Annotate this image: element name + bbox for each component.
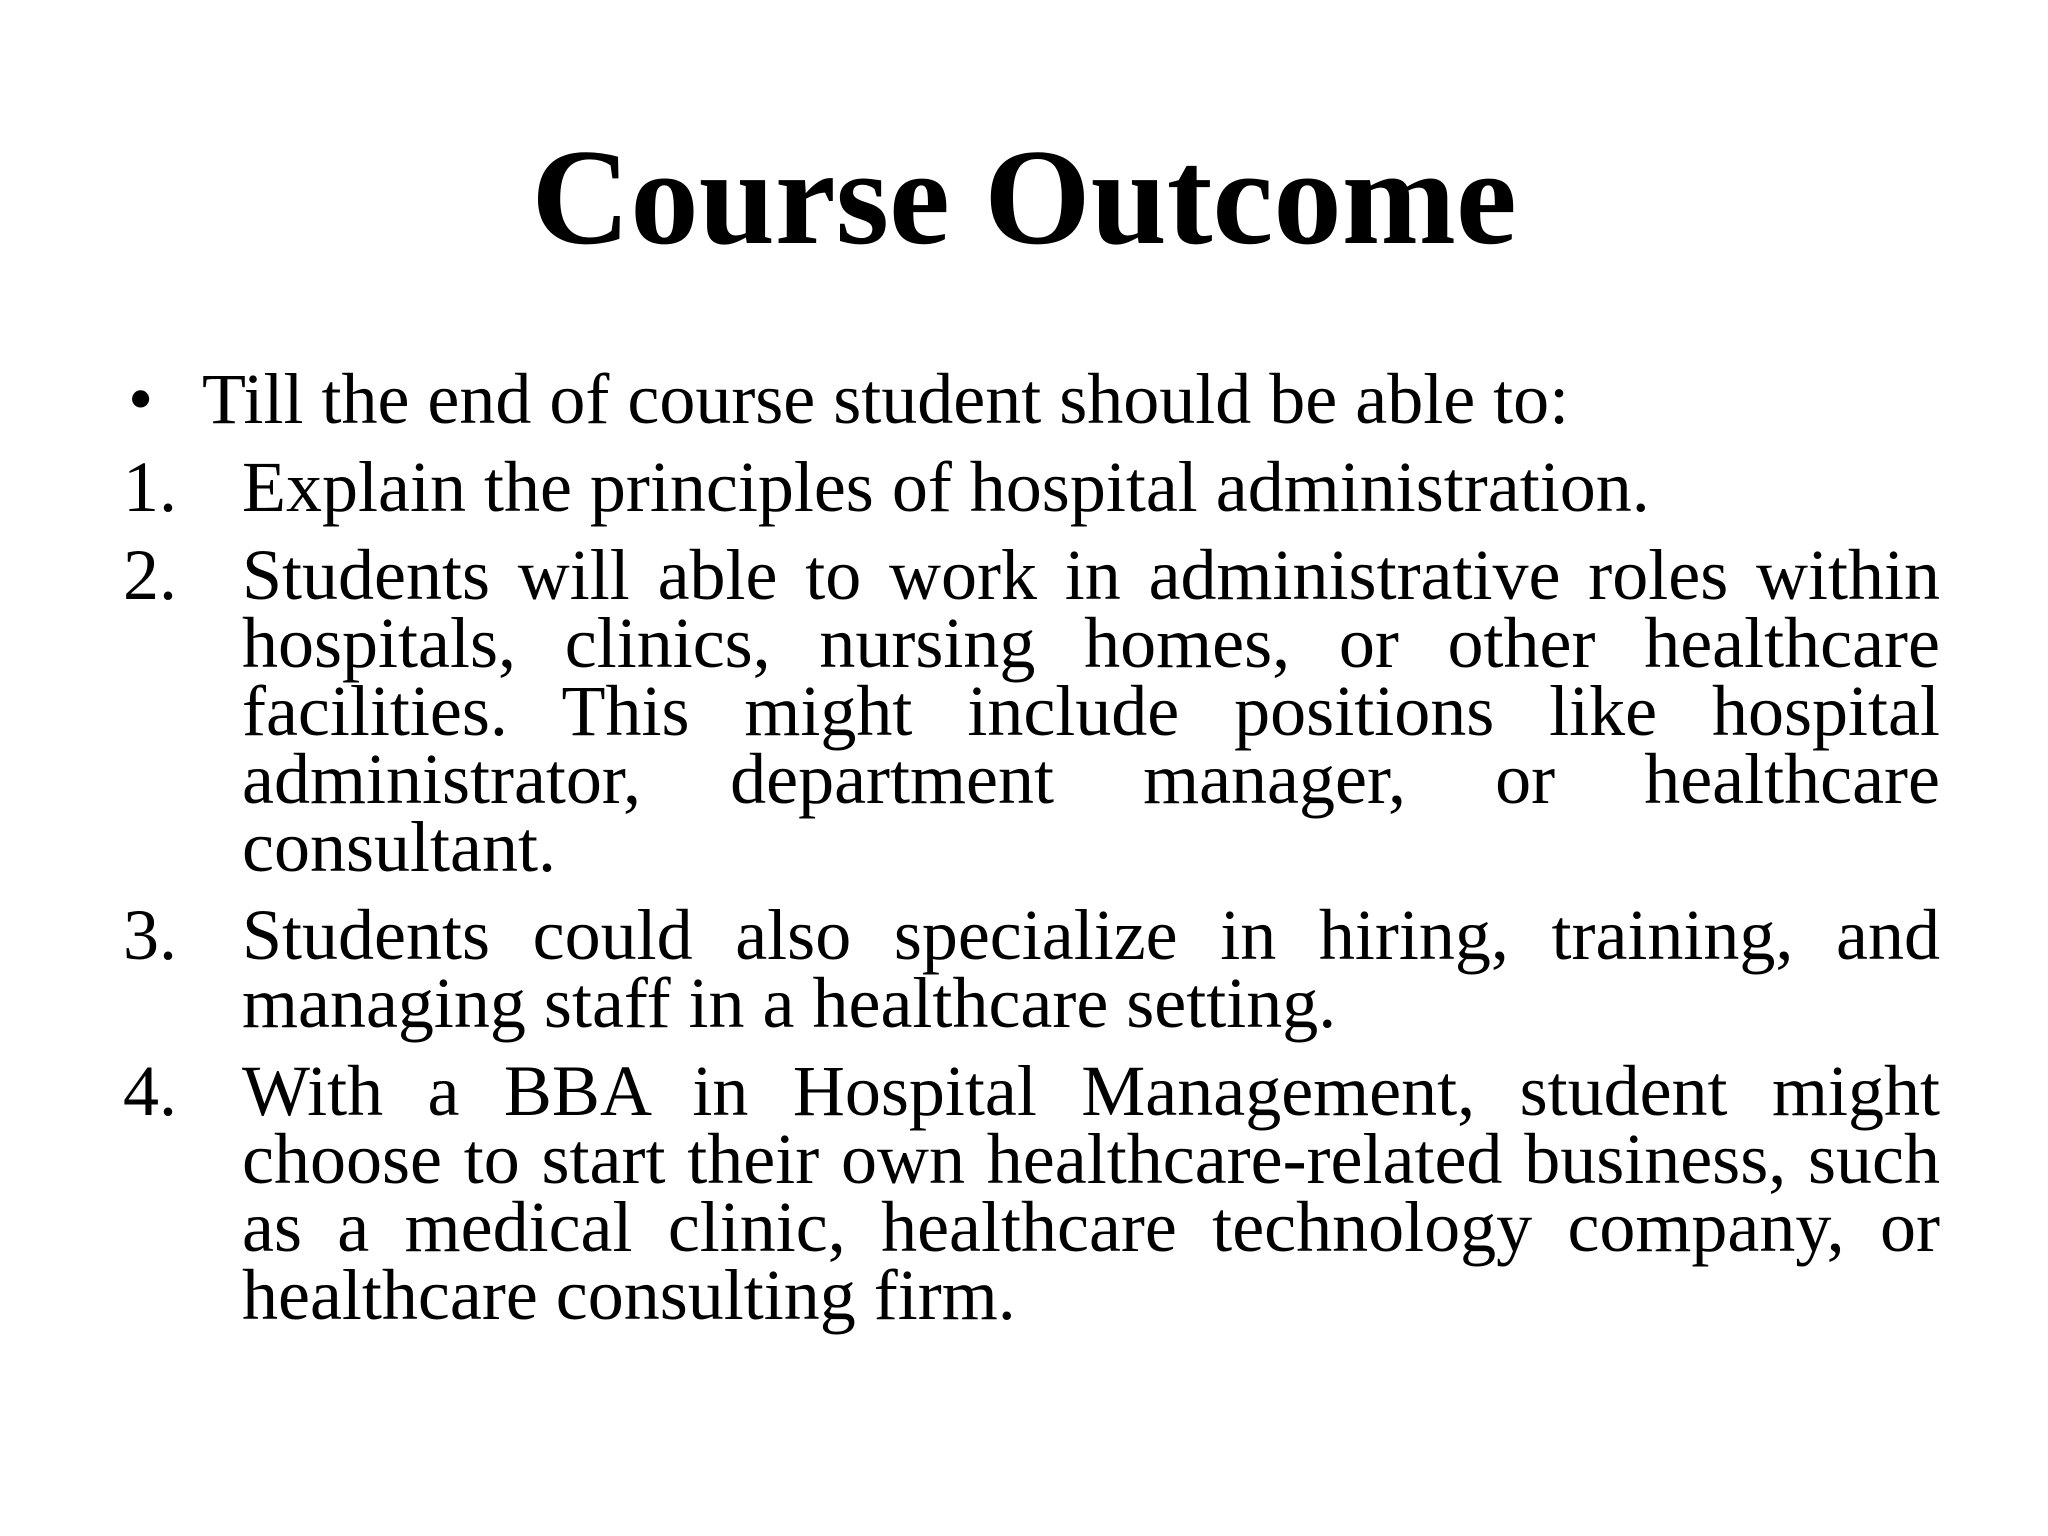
outcome-number-2: 2. xyxy=(123,535,177,615)
outcome-text-4: With a BBA in Hospital Management, student might choose to start their own healthcare-related business, such as a medical clinic, healthcare technology company, or healthcare consulting firm. xyxy=(242,1051,1940,1335)
intro-text: Till the end of course student should be able to: xyxy=(202,359,1570,439)
outcome-text-2: Students will able to work in administrative roles within hospitals, clinics, nursing homes, or other healthcare facilities. This might include positions like hospital administrator, department manager, or healthcare consultant. xyxy=(242,535,1940,887)
outcome-item-1 xyxy=(120,447,1940,527)
course-outcome-list xyxy=(120,359,1940,1349)
outcome-item-3 xyxy=(120,895,1940,1043)
outcome-number-4: 4. xyxy=(123,1051,177,1131)
slide-title: Course Outcome xyxy=(531,121,1517,273)
outcome-item-4 xyxy=(120,1051,1940,1335)
outcome-text-1: Explain the principles of hospital administration. xyxy=(242,447,1650,527)
outcome-number-1: 1. xyxy=(123,447,177,527)
outcome-number-3: 3. xyxy=(123,895,177,975)
bullet-marker: • xyxy=(128,359,154,439)
intro-bullet xyxy=(120,359,1940,439)
outcome-item-2 xyxy=(120,535,1940,887)
outcome-text-3: Students could also specialize in hiring, training, and managing staff in a healthcare setting. xyxy=(242,895,1940,1043)
